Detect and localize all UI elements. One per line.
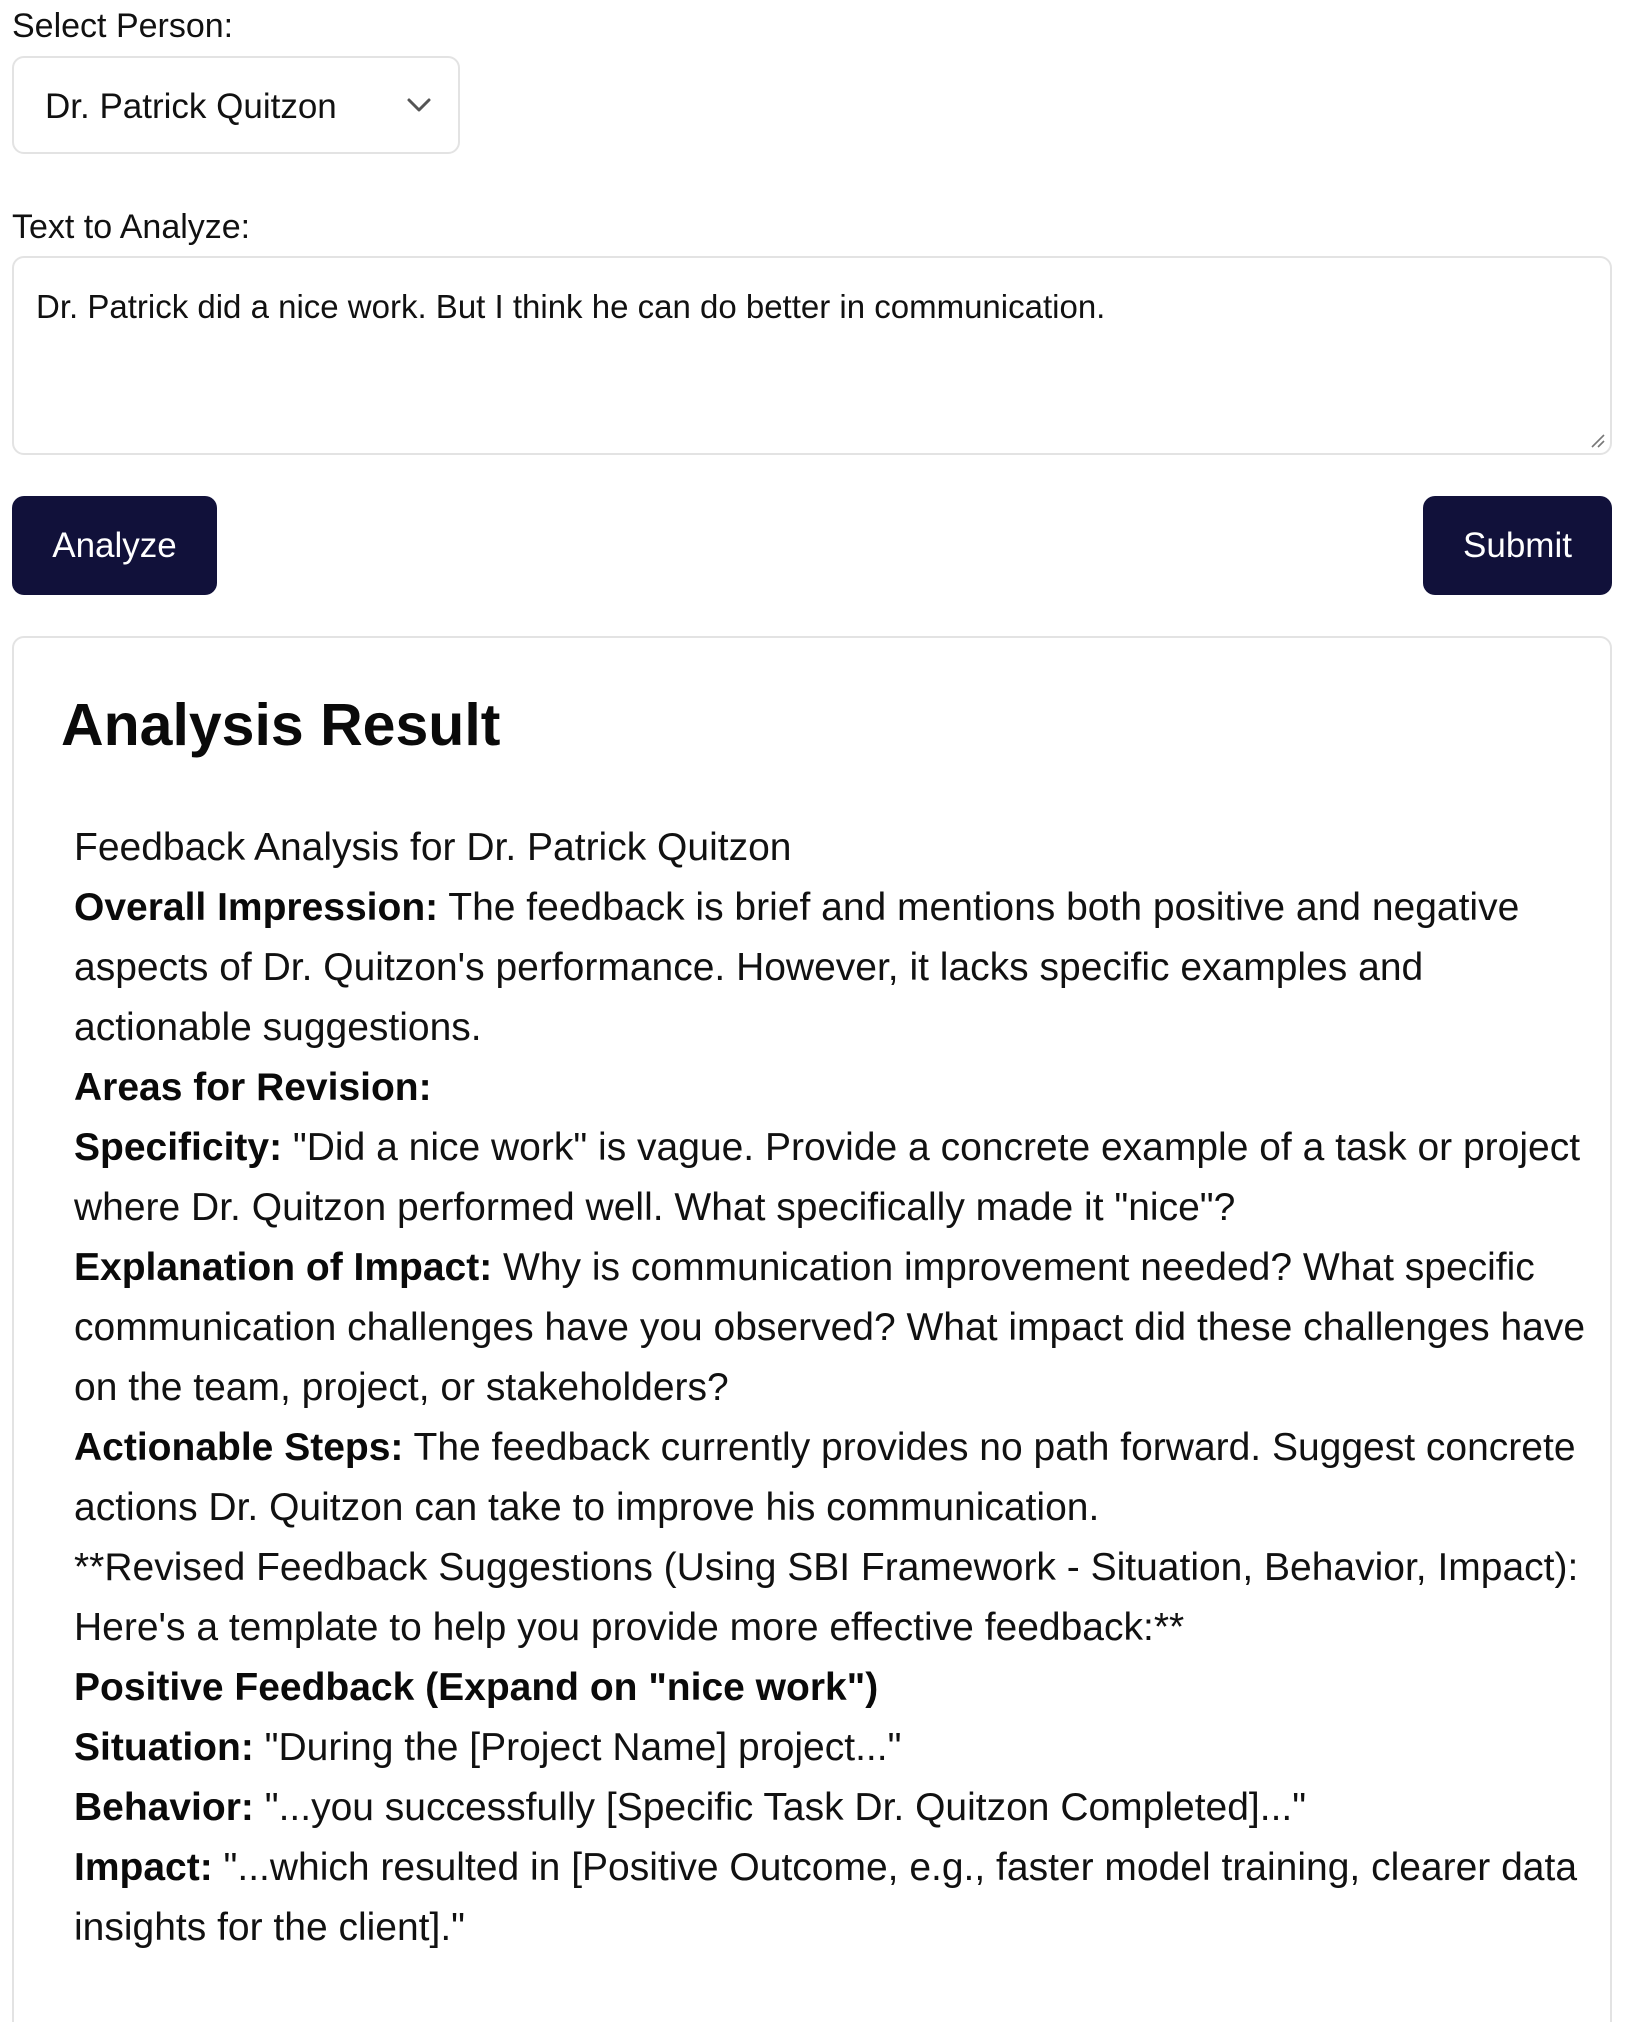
overall-impression-label: Overall Impression: [74,886,439,929]
overall-impression-paragraph [74,878,1594,1058]
explanation-of-impact-paragraph [74,1238,1594,1418]
overall-impression-text: The feedback is brief and mentions both positive and negative aspects of Dr. Quitzon's performance. However, it lacks specific examples and actionable suggestions. [74,886,1520,1049]
behavior-paragraph [74,1778,1594,1838]
impact-text: "...which resulted in [Positive Outcome, e.g., faster model training, clearer data insights for the client]." [74,1846,1578,1949]
specificity-label: Specificity: [74,1126,283,1169]
person-select[interactable] [12,56,460,154]
actionable-steps-text: The feedback currently provides no path forward. Suggest concrete actions Dr. Quitzon can take to improve his communication. [74,1426,1576,1529]
chevron-down-icon [405,96,433,114]
situation-paragraph [74,1718,1594,1778]
situation-text: "During the [Project Name] project..." [253,1726,902,1769]
text-to-analyze-label: Text to Analyze: [12,208,251,246]
specificity-text: "Did a nice work" is vague. Provide a concrete example of a task or project where Dr. Quitzon performed well. What specifically made it "nice"? [74,1126,1581,1229]
analysis-result-title: Analysis Result [61,692,501,758]
explanation-of-impact-label: Explanation of Impact: [74,1246,493,1289]
areas-for-revision-heading [74,1058,1594,1118]
behavior-text: "...you successfully [Specific Task Dr. Quitzon Completed]..." [253,1786,1307,1829]
impact-label: Impact: [74,1846,213,1889]
analysis-result-body [74,818,1594,1958]
explanation-of-impact-text: Why is communication improvement needed? What specific communication challenges have you observed? What impact did these challenges have on the team, project, or stakeholders? [74,1246,1586,1409]
submit-button[interactable]: Submit [1423,496,1612,595]
revised-feedback-paragraph: **Revised Feedback Suggestions (Using SBI Framework - Situation, Behavior, Impact): [74,1546,1579,1589]
behavior-label: Behavior: [74,1786,254,1829]
actionable-steps-paragraph [74,1418,1594,1538]
resize-handle-icon[interactable] [1588,431,1606,449]
positive-feedback-label: Positive Feedback (Expand on "nice work") [74,1666,879,1709]
text-to-analyze-input[interactable] [12,256,1612,455]
text-to-analyze-value: Dr. Patrick did a nice work. But I think he can do better in communication. [36,288,1106,325]
areas-for-revision-label: Areas for Revision: [74,1066,432,1109]
positive-feedback-heading [74,1658,1594,1718]
analyze-button[interactable]: Analyze [12,496,217,595]
result-heading-line: Feedback Analysis for Dr. Patrick Quitzon [74,826,792,869]
actionable-steps-label: Actionable Steps: [74,1426,404,1469]
specificity-paragraph [74,1118,1594,1238]
template-intro-paragraph: Here's a template to help you provide more effective feedback:** [74,1606,1185,1649]
situation-label: Situation: [74,1726,254,1769]
person-select-value: Dr. Patrick Quitzon [45,87,337,126]
select-person-label: Select Person: [12,7,234,45]
impact-paragraph [74,1838,1594,1958]
